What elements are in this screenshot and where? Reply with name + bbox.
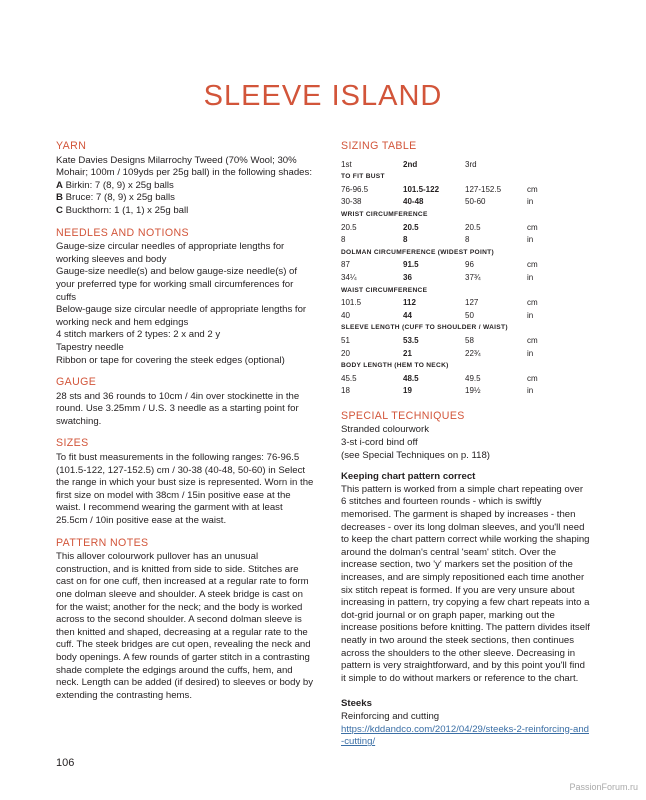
chart-text: This pattern is worked from a simple chart repeating over 6 stitches and fourteen rounds - which is swiftly memorised. The garment is shaped by increases - then decreases - over its long dolman sleeves, and you'll need to keep the chart pattern correct while working the shaping around the dolman's central 'seam' stitch. Over the increase section, two 'y' markers set the position of the increases, and are simply repositioned each time another six stitch repeat is formed. If you are very unsure about increasing in pattern, try copying a few chart repeats into a dot-grid journal or on graph paper, marking out the increase positions before knitting. The pattern divides itself neatly in two around the steek sections, then continues across the shoulders to the other sleeve. Decreasing in pattern is very straightforward, and by this point you'll find it simple to do without markers or reference to the chart. [341,483,590,684]
sizing-group-label: WAIST CIRCUMFERENCE [341,286,428,294]
needles-line: 4 stitch markers of 2 types: 2 x and 2 y [56,329,221,341]
sizing-cell: 8 [341,235,346,245]
sizing-cell: cm [527,373,538,383]
sizing-row [341,234,571,247]
sizes-heading: SIZES [56,437,89,450]
gauge-heading: GAUGE [56,376,97,389]
watermark: PassionForum.ru [569,782,638,792]
sizing-cell: 37¾ [465,272,481,282]
size-col-3: 3rd [465,159,477,169]
sizing-cell: in [527,348,534,358]
sizing-row [341,335,571,348]
special-technique: 3-st i-cord bind off [341,437,418,449]
sizing-cell: 36 [403,272,412,282]
sizing-group-label-row [341,247,571,260]
needles-heading: NEEDLES AND NOTIONS [56,226,189,239]
sizing-cell: 22¾ [465,348,481,358]
sizing-cell: 53.5 [403,335,419,345]
sizing-cell: 21 [403,348,412,358]
sizing-cell: 127 [465,298,479,308]
steeks-text: Reinforcing and cutting [341,710,440,722]
sizing-row [341,310,571,323]
sizing-cell: 112 [403,298,416,308]
sizing-cell: 40 [341,310,350,320]
sizing-group-label-row [341,322,571,335]
needles-line: Gauge-size circular needles of appropriate lengths for working sleeves and body [56,241,285,265]
sizing-cell: 20.5 [341,222,357,232]
sizing-cell: 30-38 [341,197,362,207]
needles-section [56,227,314,368]
sizing-group-label: TO FIT BUST [341,173,385,181]
sizes-section [56,437,314,527]
sizing-cell: 20.5 [403,222,419,232]
sizing-cell: 58 [465,335,474,345]
sizing-row [341,385,571,398]
sizing-group-label-row [341,360,571,373]
sizing-cell: 96 [465,260,474,270]
yarn-shade [56,205,314,218]
right-column [341,140,591,749]
shade-letter: B [56,192,63,204]
special-techniques-section [341,410,591,462]
sizing-cell: 44 [403,310,412,320]
sizing-row [341,297,571,310]
yarn-intro: Kate Davies Designs Milarrochy Tweed (70% Wool; 30% Mohair; 100m / 109yds per 25g ball) in the following shades: [56,154,312,179]
sizing-group-label: BODY LENGTH (HEM TO NECK) [341,362,449,370]
page-number: 106 [56,757,75,769]
sizing-cell: 40-48 [403,197,424,207]
needles-line: Tapestry needle [56,341,124,353]
shade-text: Buckthorn: 1 (1, 1) x 25g ball [62,204,189,216]
sizing-cell: 19 [403,386,412,396]
sizing-cell: in [527,272,534,282]
sizing-cell: 45.5 [341,373,357,383]
sizing-cell: in [527,235,534,245]
sizing-cell: 48.5 [403,373,419,383]
sizing-cell: cm [527,335,538,345]
sizing-table-heading: SIZING TABLE [341,140,417,152]
chart-subheading: Keeping chart pattern correct [341,471,476,483]
sizing-row [341,222,571,235]
sizing-row [341,184,571,197]
sizing-row [341,259,571,272]
sizing-group-label-row [341,171,571,184]
sizing-cell: 127-152.5 [465,184,502,194]
sizing-group-label-row [341,285,571,298]
pattern-notes-text: This allover colourwork pullover has an unusual construction, and is knitted from side to side. Stitches are cast on for one cuff, then increased at a regular rate to form one dolman sleeve and shoulder. A steek bridge is cast on for the waist; another for the neck; and the body is worked across to the second shoulder. A second dolman sleeve is then knitted and shaped, decreasing at a regular rate to the cuff. The steek bridges are cut open, revealing the neck and body openings. A few rounds of garter stitch in a contrasting shade complete the edgings around the cuffs, hem, and neck. Length can be added (if desired) to sleeves or body by extending the contrasting hems. [56,551,314,701]
sizing-cell: cm [527,298,538,308]
sizes-text: To fit bust measurements in the following ranges: 76-96.5 (101.5-122, 127-152.5) cm / 30-38 (40-48, 50-60) in Select the range in which your bust size is represented. Worn in the first size on model with 38cm / 15in positive ease at the waist. I recommend wearing the garment with at least 25.5cm / 10in positive ease at the waist. [56,452,314,527]
sizing-cell: in [527,197,534,207]
sizing-row [341,196,571,209]
sizing-cell: cm [527,260,538,270]
sizing-cell: in [527,386,534,396]
sizing-row [341,272,571,285]
yarn-shade [56,180,314,193]
sizing-cell: 50-60 [465,197,486,207]
sizing-header-row [341,159,571,172]
sizing-cell: 19½ [465,386,481,396]
steeks-link[interactable]: https://kddandco.com/2012/04/29/steeks-2-reinforcing-and-cutting/ [341,723,589,748]
sizing-cell: 49.5 [465,373,481,383]
special-technique: Stranded colourwork [341,424,429,436]
sizing-group-label: SLEEVE LENGTH (CUFF TO SHOULDER / WAIST) [341,324,508,332]
sizing-group-label: DOLMAN CIRCUMFERENCE (WIDEST POINT) [341,248,494,256]
sizing-cell: cm [527,184,538,194]
shade-letter: C [56,204,63,216]
sizing-cell: cm [527,222,538,232]
needles-line: Below-gauge size circular needle of appropriate lengths for working neck and hem edgings [56,304,307,328]
sizing-row [341,373,571,386]
sizing-cell: 101.5 [341,298,362,308]
steeks-subheading: Steeks [341,698,372,710]
sizing-row [341,348,571,361]
special-techniques-heading: SPECIAL TECHNIQUES [341,409,465,422]
sizing-group-label-row [341,209,571,222]
shade-text: Birkin: 7 (8, 9) x 25g balls [62,179,174,191]
sizing-cell: 50 [465,310,474,320]
sizing-cell: 87 [341,260,350,270]
page-title: SLEEVE ISLAND [203,80,443,112]
yarn-section [56,140,314,218]
yarn-shade [56,192,314,205]
sizing-cell: 8 [465,235,470,245]
size-col-1: 1st [341,159,352,169]
sizing-group-label: WRIST CIRCUMFERENCE [341,210,428,218]
sizing-cell: 20.5 [465,222,481,232]
sizing-cell: 8 [403,235,408,245]
needles-line: Ribbon or tape for covering the steek edges (optional) [56,354,285,366]
pattern-notes-heading: PATTERN NOTES [56,536,149,549]
unit-col [527,159,571,172]
sizing-cell: 76-96.5 [341,184,369,194]
sizing-cell: 34¼ [341,272,357,282]
sizing-cell: 101.5-122 [403,184,440,194]
special-technique: (see Special Techniques on p. 118) [341,449,490,461]
pattern-notes-section [56,537,314,703]
sizing-cell: 20 [341,348,350,358]
sizing-cell: 91.5 [403,260,419,270]
sizing-cell: 51 [341,335,350,345]
shade-letter: A [56,179,63,191]
sizing-cell: in [527,310,534,320]
left-column [56,140,314,711]
needles-line: Gauge-size needle(s) and below gauge-size needle(s) of your preferred type for working small circumferences for cuffs [56,266,298,303]
sizing-cell: 18 [341,386,350,396]
shade-text: Bruce: 7 (8, 9) x 25g balls [62,192,175,204]
size-col-2: 2nd [403,159,418,169]
yarn-heading: YARN [56,140,87,152]
gauge-section [56,376,314,428]
gauge-text: 28 sts and 36 rounds to 10cm / 4in over stockinette in the round. Use 3.25mm / U.S. 3 needle as a starting point for swatching. [56,390,300,427]
sizing-table [341,159,571,398]
